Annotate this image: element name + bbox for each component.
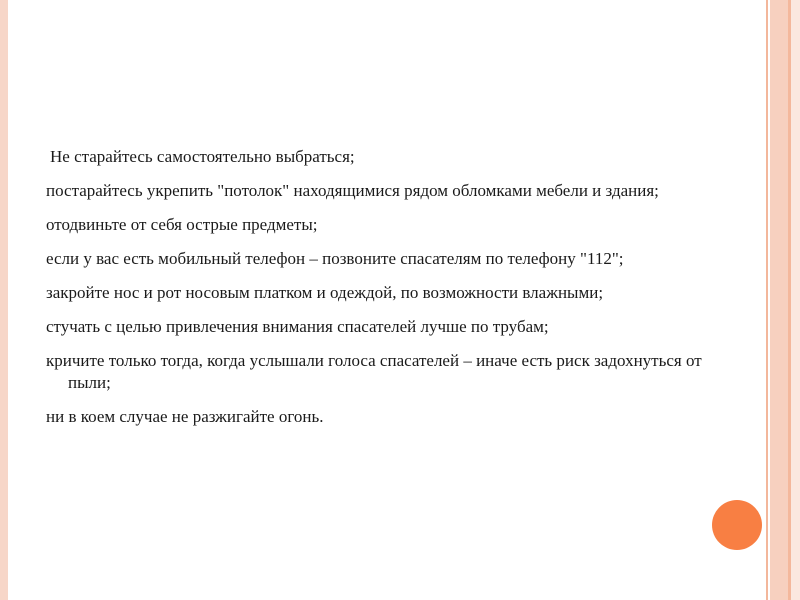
list-item: ни в коем случае не разжигайте огонь.	[46, 407, 324, 426]
slide-body	[46, 146, 706, 440]
list-item: если у вас есть мобильный телефон – позвоните спасателям по телефону "112";	[46, 249, 624, 268]
left-decorative-border	[0, 0, 8, 600]
list-item: отодвиньте от себя острые предметы;	[46, 215, 318, 234]
decorative-circle	[712, 500, 762, 550]
list-item: постарайтесь укрепить "потолок" находящимися рядом обломками мебели и здания;	[46, 181, 659, 200]
list-item: закройте нос и рот носовым платком и одеждой, по возможности влажными;	[46, 283, 604, 302]
list-item: Не старайтесь самостоятельно выбраться;	[50, 147, 355, 166]
right-decorative-stripe	[770, 0, 788, 600]
right-decorative-stripe	[766, 0, 768, 600]
list-item: кричите только тогда, когда услышали голоса спасателей – иначе есть риск задохнуться от пыли;	[46, 351, 702, 392]
right-decorative-stripe	[791, 0, 800, 600]
list-item: стучать с целью привлечения внимания спасателей лучше по трубам;	[46, 317, 549, 336]
